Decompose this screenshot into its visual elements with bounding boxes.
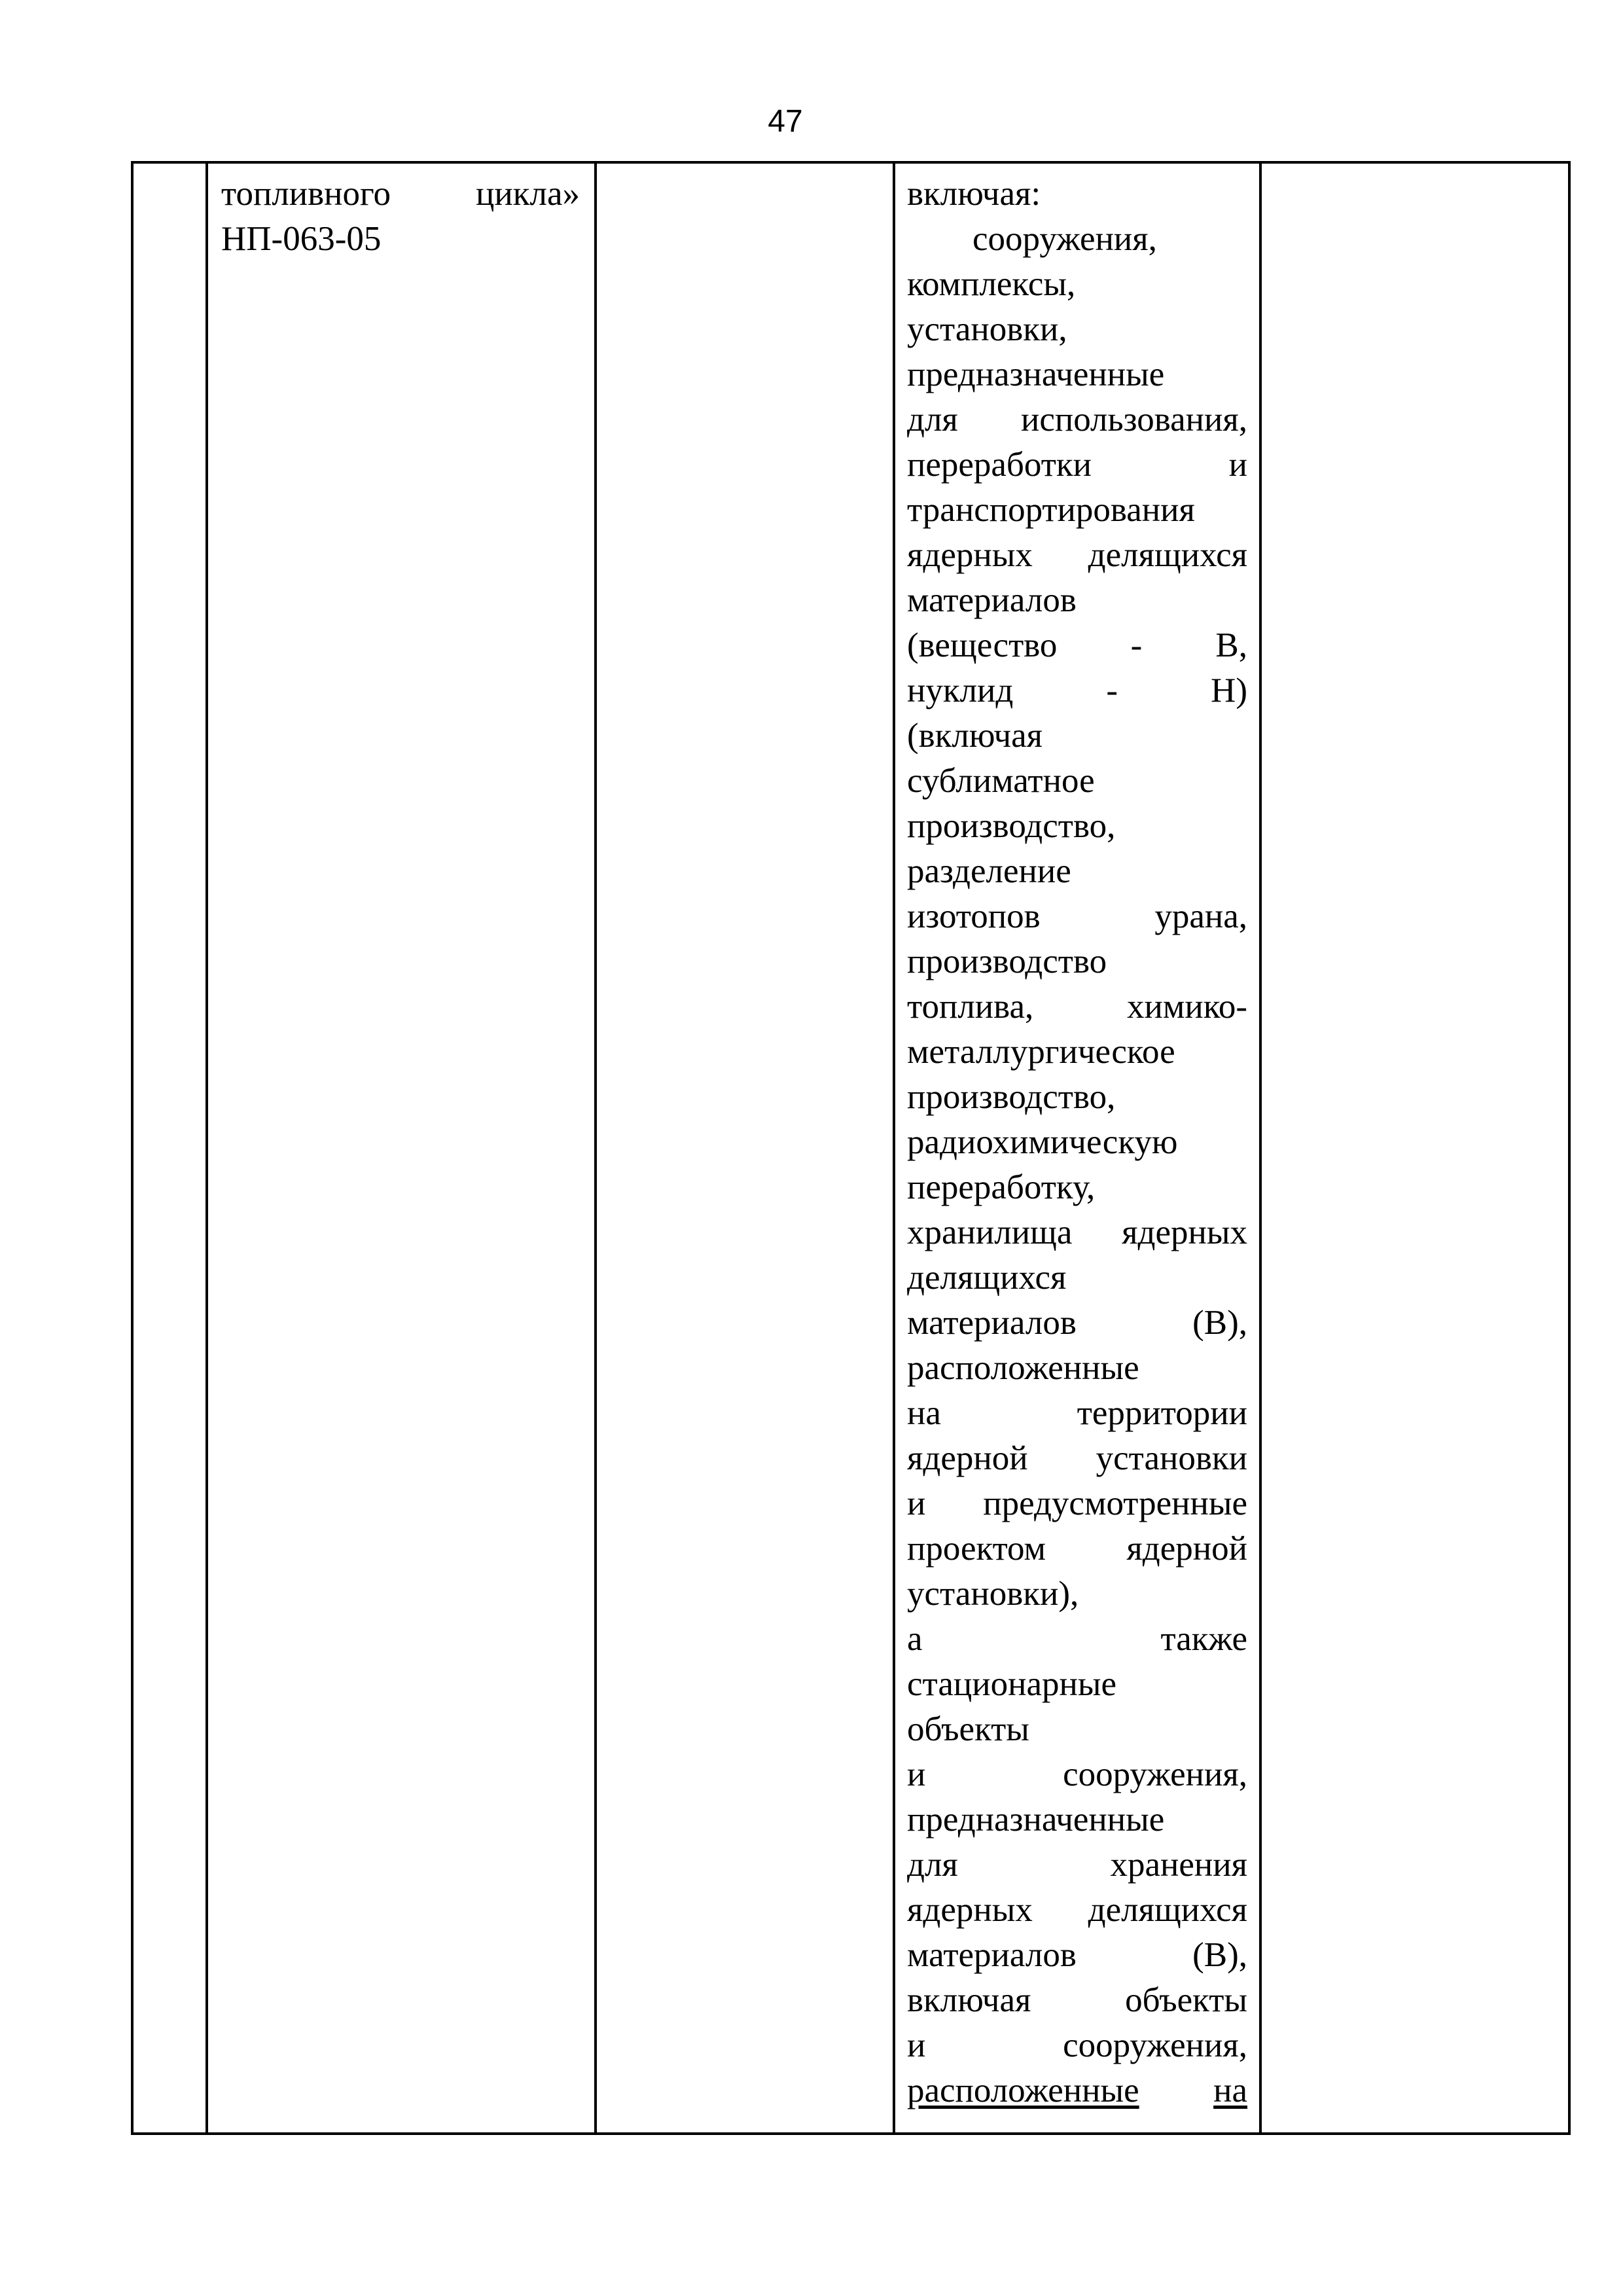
text-word: стационарные: [907, 1665, 1116, 1703]
table-column-document: [208, 164, 597, 2132]
text-word: а: [907, 1620, 923, 1658]
text-line: [907, 1888, 1247, 1933]
text-line: [907, 759, 1247, 804]
text-line: [907, 1030, 1247, 1075]
text-line: [907, 352, 1247, 397]
text-word: объекты: [907, 1710, 1029, 1748]
text-line: [907, 2068, 1247, 2113]
text-word: НП-063-05: [221, 220, 382, 258]
text-word: ядерной: [907, 1439, 1028, 1477]
text-word: установки: [1096, 1439, 1247, 1477]
text-word: нуклид: [907, 672, 1014, 709]
text-word: разделение: [907, 852, 1071, 890]
text-line: [221, 171, 580, 217]
text-line: [907, 1571, 1247, 1617]
text-line: [907, 1933, 1247, 1978]
table-column-objects: [895, 164, 1262, 2132]
text-word: (вещество: [907, 626, 1058, 664]
text-line: [907, 849, 1247, 894]
text-word: сооружения,: [1063, 1755, 1247, 1793]
text-word: делящихся: [1088, 1891, 1247, 1929]
text-line: [907, 1120, 1247, 1165]
text-line: [907, 1210, 1247, 1255]
text-word: (включая: [907, 717, 1043, 755]
text-line: [907, 442, 1247, 488]
text-word: топлива,: [907, 988, 1034, 1026]
text-word: расположенные: [907, 1349, 1139, 1387]
text-line: [907, 171, 1247, 217]
text-word: и: [907, 1755, 926, 1793]
text-word: ядерных: [1122, 1213, 1247, 1251]
text-word: проектом: [907, 1530, 1046, 1568]
text-line: [907, 894, 1247, 939]
text-line: [907, 1797, 1247, 1842]
text-word: также: [1160, 1620, 1247, 1658]
text-word: комплексы,: [907, 265, 1076, 303]
text-word: ядерных: [907, 536, 1033, 574]
table-column-number: [134, 164, 208, 2132]
text-word: производство,: [907, 807, 1116, 845]
text-word: расположенные: [907, 2072, 1139, 2109]
text-line: [907, 533, 1247, 578]
text-word: хранения: [1110, 1846, 1247, 1884]
text-word: материалов: [907, 581, 1077, 619]
text-line: [907, 262, 1247, 307]
text-word: -: [1130, 626, 1143, 664]
text-word: Н): [1211, 672, 1247, 709]
text-line: [907, 1481, 1247, 1526]
text-word: и: [907, 2026, 926, 2064]
text-line: [907, 1662, 1247, 1707]
text-line: [907, 1255, 1247, 1300]
text-line: [907, 2023, 1247, 2068]
page-number: 47: [768, 104, 803, 139]
text-line: [907, 1978, 1247, 2023]
text-word: транспортирования: [907, 491, 1195, 529]
text-word: установки),: [907, 1575, 1079, 1613]
text-word: объекты: [1125, 1981, 1247, 2019]
text-word: установки,: [907, 310, 1067, 348]
text-word: для: [907, 401, 958, 439]
text-word: предусмотренные: [983, 1484, 1247, 1522]
objects-description-cell: [907, 171, 1247, 2113]
text-line: [907, 488, 1247, 533]
text-line: [907, 217, 1247, 262]
text-line: [907, 623, 1247, 668]
regulation-table: [131, 161, 1571, 2135]
text-line: [907, 1526, 1247, 1571]
text-line: [907, 1842, 1247, 1888]
text-line: [907, 1300, 1247, 1346]
text-word: и: [1228, 446, 1247, 484]
text-word: на: [907, 1394, 941, 1432]
text-word: цикла»: [476, 175, 580, 213]
table-column-notes: [1262, 164, 1568, 2132]
text-word: сооружения,: [1063, 2026, 1247, 2064]
text-word: ядерных: [907, 1891, 1033, 1929]
text-word: и: [907, 1484, 926, 1522]
text-word: урана,: [1154, 897, 1247, 935]
text-word: радиохимическую: [907, 1123, 1178, 1161]
text-word: изотопов: [907, 897, 1041, 935]
text-line: [907, 1391, 1247, 1436]
text-word: материалов: [907, 1304, 1077, 1342]
text-word: топливного: [221, 175, 391, 213]
text-word: производство,: [907, 1078, 1116, 1116]
text-line: [221, 217, 580, 262]
document-name-cell: [221, 171, 580, 262]
text-word: переработку,: [907, 1168, 1096, 1206]
text-line: [907, 984, 1247, 1030]
text-word: (В),: [1192, 1304, 1247, 1342]
text-line: [907, 939, 1247, 984]
text-word: предназначенные: [907, 355, 1165, 393]
text-word: сооружения,: [972, 220, 1157, 258]
text-line: [907, 1752, 1247, 1797]
text-line: [907, 1436, 1247, 1481]
text-word: территории: [1077, 1394, 1247, 1432]
text-word: металлургическое: [907, 1033, 1175, 1071]
text-word: делящихся: [1088, 536, 1247, 574]
text-word: на: [1213, 2072, 1247, 2109]
text-line: [907, 713, 1247, 759]
text-word: -: [1106, 672, 1118, 709]
text-line: [907, 668, 1247, 713]
text-line: [907, 1165, 1247, 1210]
text-line: [907, 1707, 1247, 1752]
text-line: [907, 307, 1247, 352]
text-word: материалов: [907, 1936, 1077, 1974]
text-word: включая: [907, 1981, 1031, 2019]
text-word: делящихся: [907, 1259, 1067, 1297]
text-line: [907, 578, 1247, 623]
text-line: [907, 1617, 1247, 1662]
text-word: сублиматное: [907, 762, 1095, 800]
text-word: ядерной: [1126, 1530, 1247, 1568]
text-line: [907, 804, 1247, 849]
text-word: использования,: [1020, 401, 1247, 439]
text-word: химико-: [1127, 988, 1247, 1026]
text-line: [907, 1075, 1247, 1120]
text-word: (В),: [1192, 1936, 1247, 1974]
text-word: для: [907, 1846, 958, 1884]
text-word: хранилища: [907, 1213, 1073, 1251]
text-word: В,: [1215, 626, 1247, 664]
text-word: предназначенные: [907, 1801, 1165, 1839]
text-line: [907, 1346, 1247, 1391]
text-word: переработки: [907, 446, 1092, 484]
text-word: производство: [907, 942, 1107, 980]
table-column-empty: [597, 164, 895, 2132]
text-word: включая:: [907, 175, 1041, 213]
text-line: [907, 397, 1247, 442]
